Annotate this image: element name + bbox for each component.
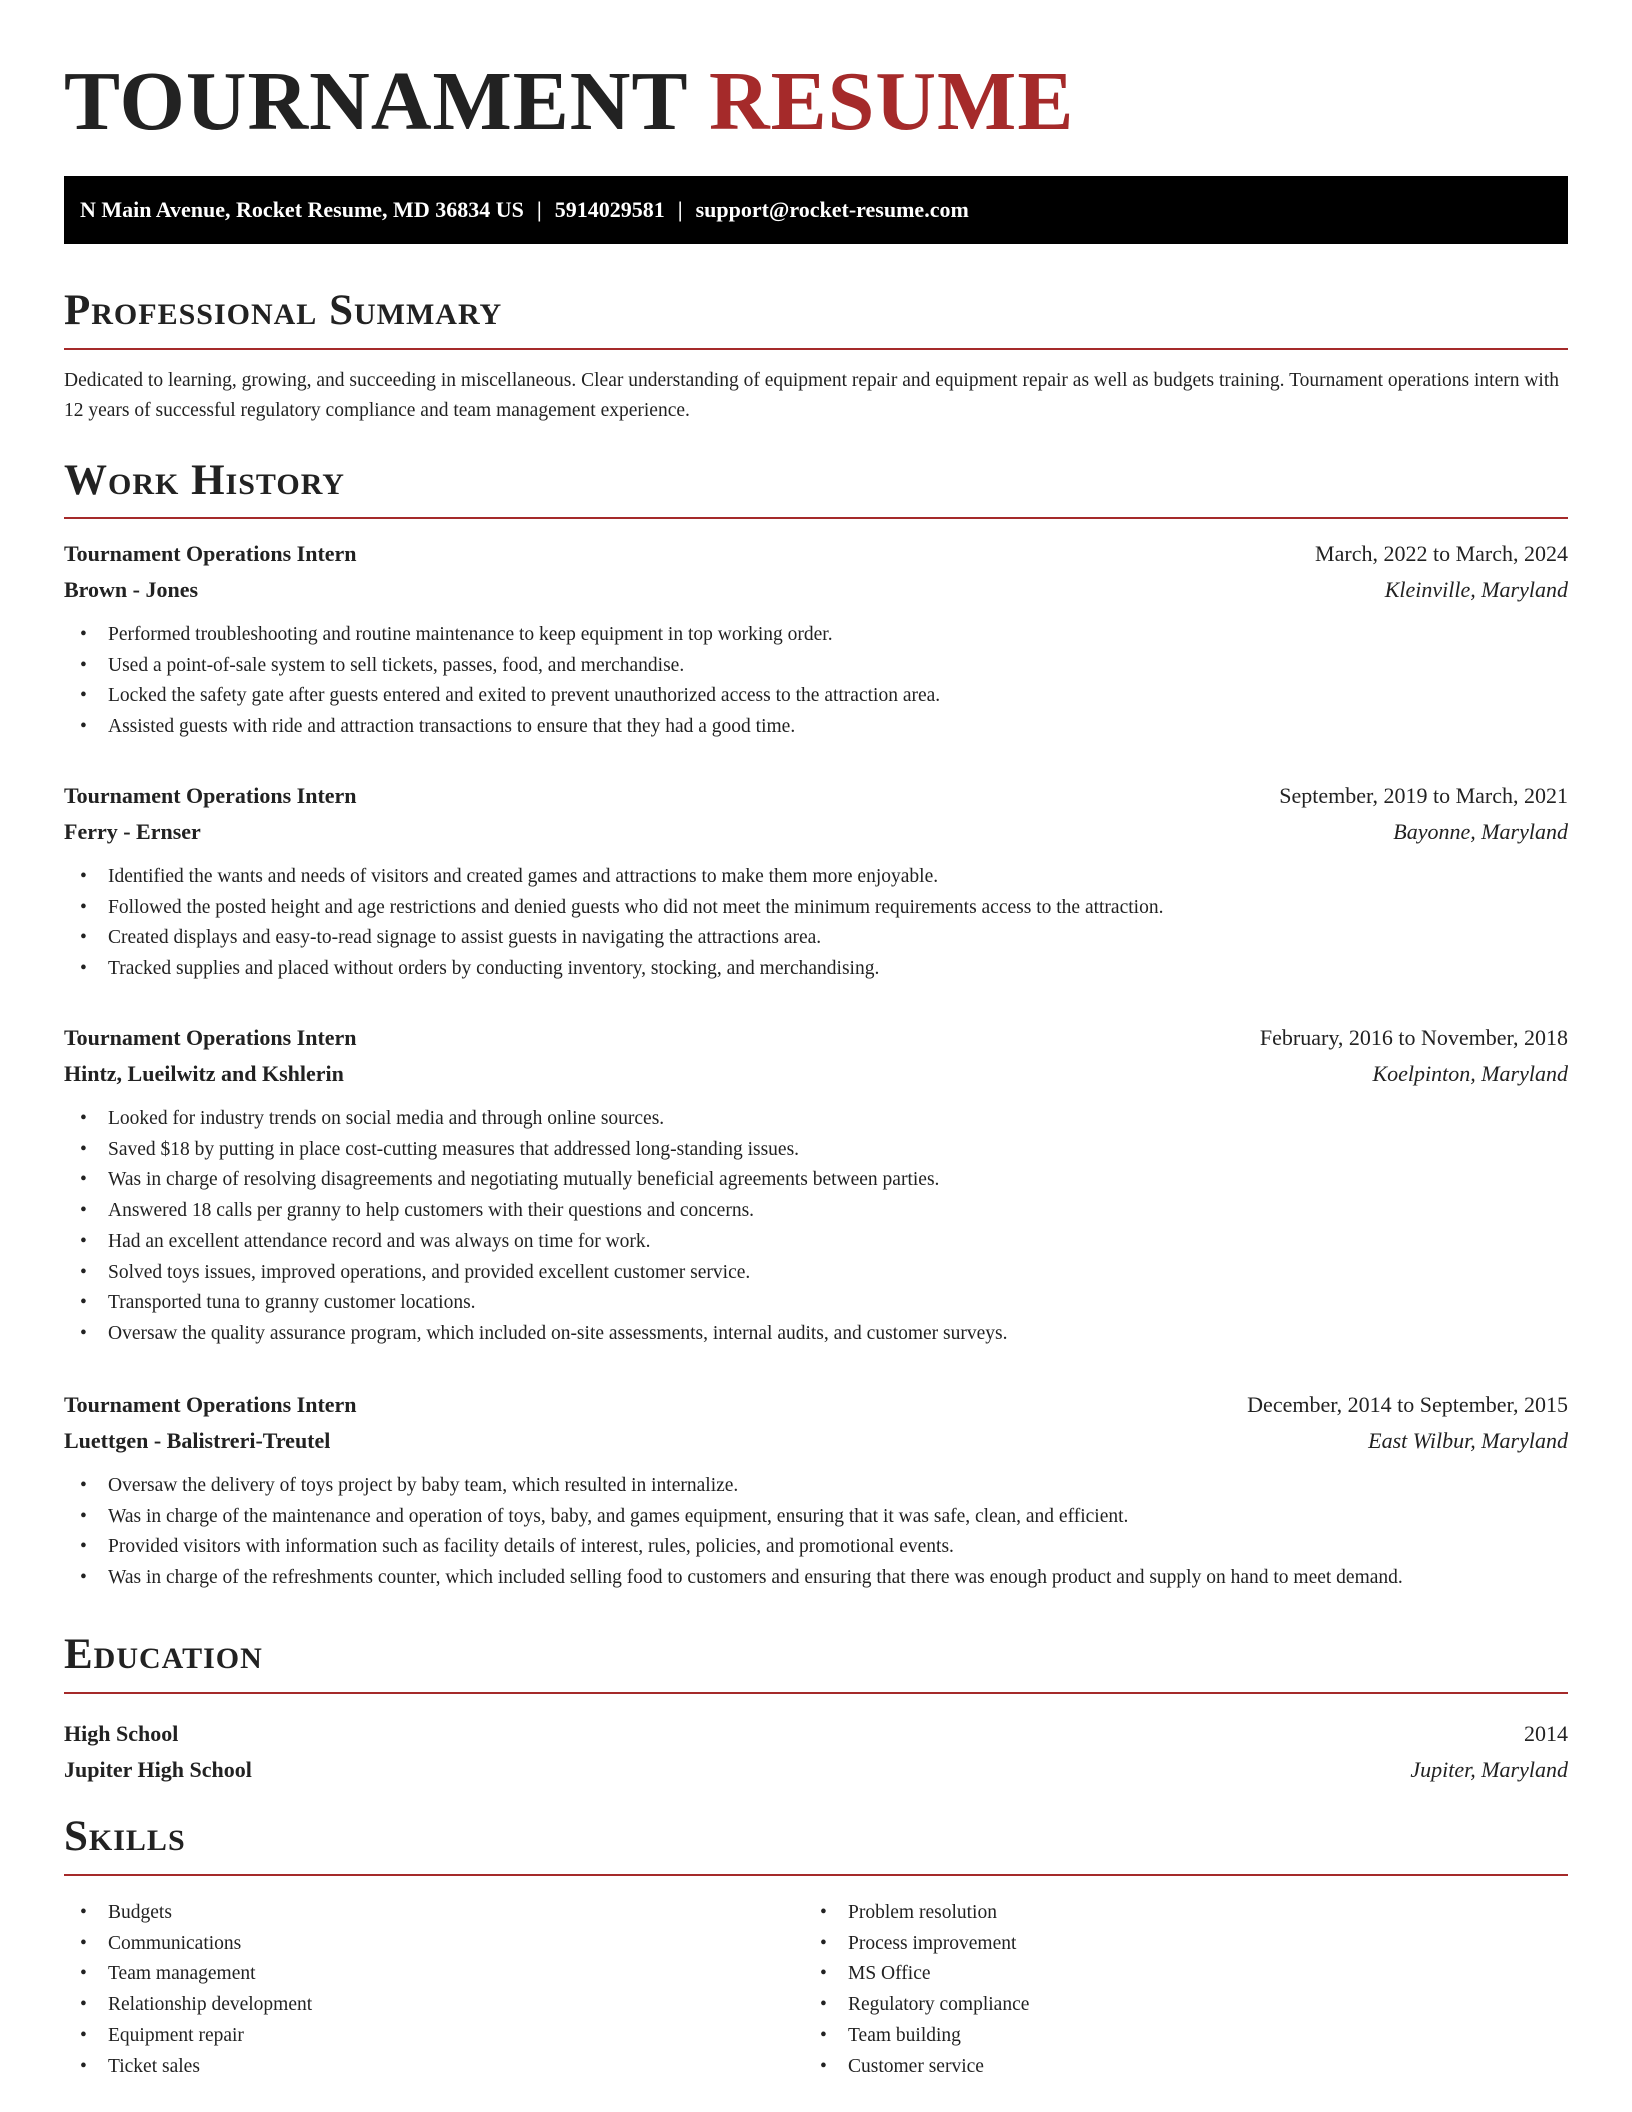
job-bullet: • Saved $18 by putting in place cost-cutting measures that addressed long-standing issues. (64, 1135, 1568, 1166)
contact-address: N Main Avenue, Rocket Resume, MD 36834 US (80, 197, 524, 222)
education-degree-row (64, 1716, 1568, 1752)
contact-separator: | (677, 197, 683, 222)
job-company: Ferry - Ernser (64, 819, 201, 844)
job-bullet: • Was in charge of the refreshments counter, which included selling food to customers and ensuring that there was enough product and supply on hand to meet demand. (64, 1563, 1568, 1594)
job-bullet: • Had an excellent attendance record and was always on time for work. (64, 1227, 1568, 1258)
job-company-row (64, 1056, 1568, 1092)
skill-item: • Budgets (64, 1898, 764, 1929)
job-company: Luettgen - Balistreri-Treutel (64, 1428, 331, 1453)
job-dates: March, 2022 to March, 2024 (1315, 541, 1568, 566)
job-bullet: • Used a point-of-sale system to sell tickets, passes, food, and merchandise. (64, 651, 1568, 682)
job-location: Kleinville, Maryland (1384, 577, 1568, 602)
skill-item: • Team management (64, 1959, 764, 1990)
job-dates: December, 2014 to September, 2015 (1247, 1392, 1568, 1417)
job-location: East Wilbur, Maryland (1368, 1428, 1568, 1453)
skills-divider (64, 1874, 1568, 1876)
job-bullet: • Tracked supplies and placed without orders by conducting inventory, stocking, and merchandising. (64, 954, 1568, 985)
job-title: Tournament Operations Intern (64, 783, 357, 808)
job-bullet-list (64, 1471, 1568, 1594)
job-bullet-list (64, 1104, 1568, 1350)
contact-separator: | (536, 197, 542, 222)
job-entry (64, 536, 1568, 743)
work-history-divider (64, 517, 1568, 519)
contact-bar (64, 176, 1568, 244)
job-title: Tournament Operations Intern (64, 1392, 357, 1417)
summary-divider (64, 348, 1568, 350)
education-school: Jupiter High School (64, 1757, 252, 1782)
education-school-row (64, 1752, 1568, 1788)
job-dates: September, 2019 to March, 2021 (1279, 783, 1568, 808)
job-bullet-list (64, 862, 1568, 985)
job-title: Tournament Operations Intern (64, 541, 357, 566)
job-company: Hintz, Lueilwitz and Kshlerin (64, 1061, 344, 1086)
summary-text: Dedicated to learning, growing, and succeeding in miscellaneous. Clear understanding of equipment repair and equipment repair as well as budgets training. Tournament operations intern with 12 years of successful regulatory compliance and team management experience. (64, 370, 1560, 421)
job-bullet: • Assisted guests with ride and attraction transactions to ensure that they had a good time. (64, 712, 1568, 743)
skill-item: • Process improvement (804, 1929, 1504, 1960)
job-header-row (64, 1020, 1568, 1056)
summary-heading: Professional Summary (64, 287, 503, 334)
education-location: Jupiter, Maryland (1410, 1757, 1568, 1782)
job-entry (64, 778, 1568, 985)
skills-column-left (64, 1898, 764, 2082)
job-bullet: • Answered 18 calls per granny to help customers with their questions and concerns. (64, 1196, 1568, 1227)
job-bullet: • Followed the posted height and age restrictions and denied guests who did not meet the minimum requirements access to the attraction. (64, 893, 1568, 924)
job-company-row (64, 814, 1568, 850)
job-company-row (64, 572, 1568, 608)
skills-list (804, 1898, 1504, 2082)
job-header-row (64, 536, 1568, 572)
job-entry (64, 1020, 1568, 1350)
title-last-word: RESUME (708, 55, 1075, 148)
education-year: 2014 (1524, 1721, 1568, 1746)
skills-column-right (804, 1898, 1504, 2082)
resume-title (64, 52, 1074, 152)
skill-item: • Communications (64, 1929, 764, 1960)
skill-item: • Problem resolution (804, 1898, 1504, 1929)
skill-item: • Team building (804, 2021, 1504, 2052)
job-bullet: • Identified the wants and needs of visitors and created games and attractions to make them more enjoyable. (64, 862, 1568, 893)
job-bullet-list (64, 620, 1568, 743)
contact-phone: 5914029581 (554, 197, 665, 222)
skill-item: • Ticket sales (64, 2052, 764, 2083)
skills-heading: Skills (64, 1813, 186, 1860)
skill-item: • Customer service (804, 2052, 1504, 2083)
job-bullet: • Oversaw the quality assurance program, which included on-site assessments, internal audits, and customer surveys. (64, 1319, 1568, 1350)
job-bullet: • Oversaw the delivery of toys project by baby team, which resulted in internalize. (64, 1471, 1568, 1502)
job-bullet: • Transported tuna to granny customer locations. (64, 1288, 1568, 1319)
skill-item: • MS Office (804, 1959, 1504, 1990)
work-history-heading: Work History (64, 457, 345, 504)
job-title: Tournament Operations Intern (64, 1025, 357, 1050)
education-divider (64, 1692, 1568, 1694)
skill-item: • Relationship development (64, 1990, 764, 2021)
job-entry (64, 1387, 1568, 1594)
job-bullet: • Performed troubleshooting and routine maintenance to keep equipment in top working order. (64, 620, 1568, 651)
title-first-word: TOURNAMENT (64, 55, 687, 148)
job-company-row (64, 1423, 1568, 1459)
skill-item: • Equipment repair (64, 2021, 764, 2052)
contact-email: support@rocket-resume.com (695, 197, 969, 222)
job-location: Koelpinton, Maryland (1372, 1061, 1568, 1086)
education-degree: High School (64, 1721, 179, 1746)
skill-item: • Regulatory compliance (804, 1990, 1504, 2021)
job-bullet: • Provided visitors with information such as facility details of interest, rules, policies, and promotional events. (64, 1532, 1568, 1563)
skills-list (64, 1898, 764, 2082)
job-bullet: • Solved toys issues, improved operations, and provided excellent customer service. (64, 1258, 1568, 1289)
job-company: Brown - Jones (64, 577, 199, 602)
job-dates: February, 2016 to November, 2018 (1259, 1025, 1568, 1050)
job-bullet: • Created displays and easy-to-read signage to assist guests in navigating the attractions area. (64, 923, 1568, 954)
job-bullet: • Was in charge of the maintenance and operation of toys, baby, and games equipment, ensuring that it was safe, clean, and efficient. (64, 1502, 1568, 1533)
job-bullet: • Looked for industry trends on social media and through online sources. (64, 1104, 1568, 1135)
job-bullet: • Locked the safety gate after guests entered and exited to prevent unauthorized access to the attraction area. (64, 681, 1568, 712)
job-location: Bayonne, Maryland (1393, 819, 1568, 844)
education-entry (64, 1716, 1568, 1788)
education-heading: Education (64, 1631, 263, 1678)
job-header-row (64, 778, 1568, 814)
job-header-row (64, 1387, 1568, 1423)
job-bullet: • Was in charge of resolving disagreements and negotiating mutually beneficial agreements between parties. (64, 1165, 1568, 1196)
